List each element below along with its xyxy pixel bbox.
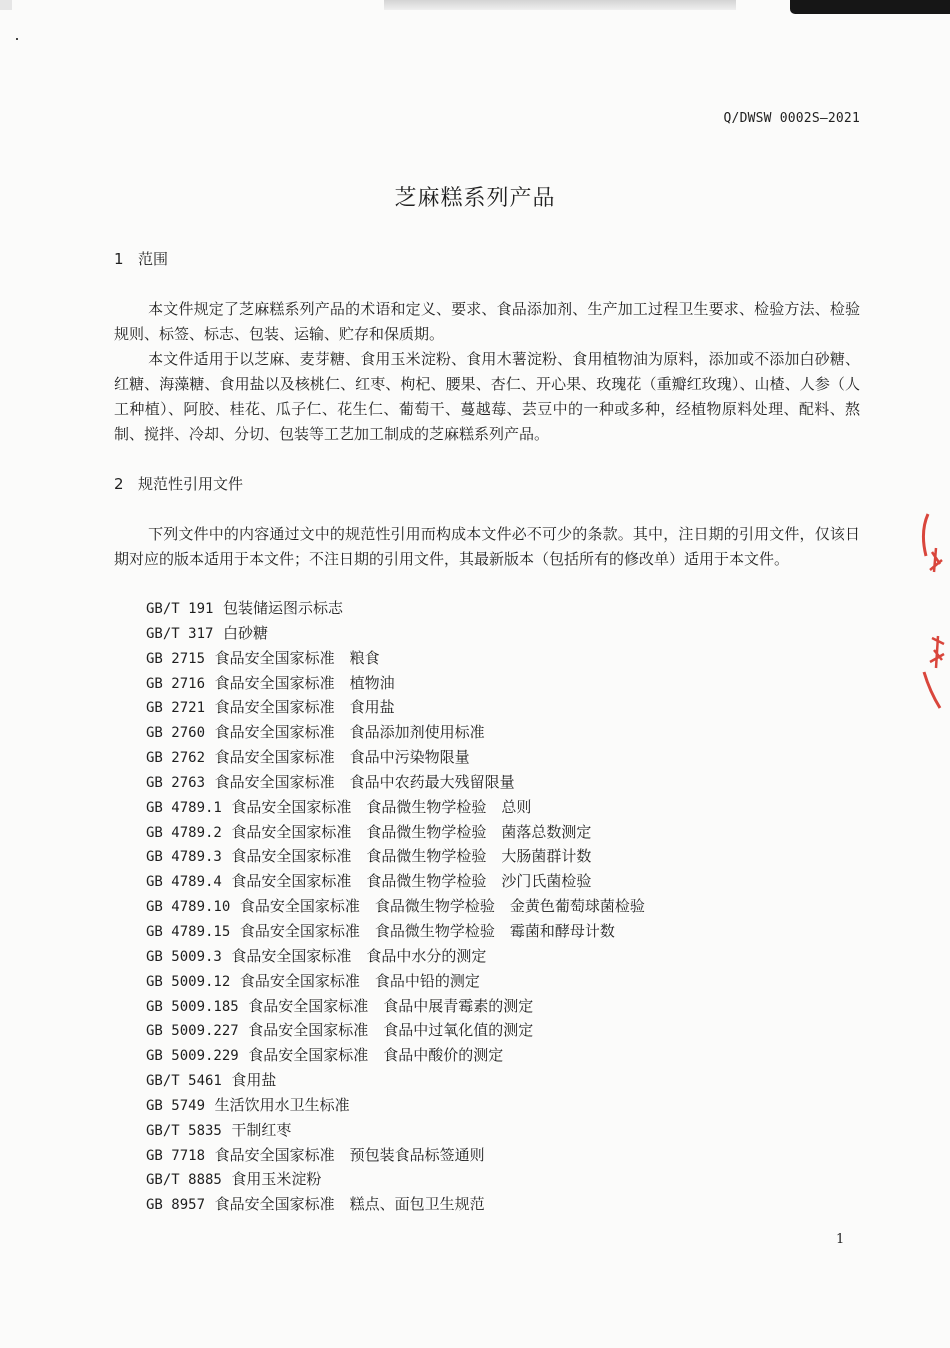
red-seal-stamp	[920, 512, 950, 712]
reference-item	[146, 894, 645, 919]
reference-item	[146, 994, 645, 1019]
reference-code: GB 5009.185	[146, 998, 239, 1015]
reference-item	[146, 646, 645, 671]
reference-title: 食品安全国家标准 食品中水分的测定	[231, 946, 487, 965]
reference-title: 食品安全国家标准 糕点、面包卫生规范	[214, 1195, 485, 1214]
reference-title: 食品安全国家标准 食品中污染物限量	[214, 748, 470, 767]
reference-title: 食品安全国家标准 食品中农药最大残留限量	[214, 772, 515, 791]
reference-code: GB 4789.3	[146, 849, 222, 866]
reference-title: 食品安全国家标准 食品微生物学检验 霉菌和酵母计数	[239, 921, 615, 940]
references-intro: 下列文件中的内容通过文中的规范性引用而构成本文件必不可少的条款。其中，注日期的引用文件，仅该日期对应的版本适用于本文件；不注日期的引用文件，其最新版本（包括所有的修改单）适用于本文件。	[114, 525, 860, 568]
reference-code: GB/T 8885	[146, 1172, 222, 1189]
reference-code: GB/T 317	[146, 625, 214, 642]
reference-item	[146, 795, 645, 820]
scan-shadow	[384, 0, 736, 10]
reference-title: 白砂糖	[222, 623, 268, 642]
reference-item	[146, 1118, 645, 1143]
reference-item	[146, 1068, 645, 1093]
reference-title: 食品安全国家标准 食品中铅的测定	[239, 971, 480, 990]
reference-item	[146, 671, 645, 696]
reference-code: GB 2763	[146, 774, 206, 791]
reference-title: 食品安全国家标准 食品微生物学检验 菌落总数测定	[231, 822, 592, 841]
scan-shadow	[0, 0, 12, 10]
reference-code: GB 5009.227	[146, 1023, 239, 1040]
section-number: 2	[114, 475, 124, 493]
reference-title: 食品安全国家标准 食品中展青霉素的测定	[248, 996, 534, 1015]
reference-title: 食品安全国家标准 食用盐	[214, 698, 395, 717]
page-number: 1	[836, 1232, 845, 1247]
reference-code: GB 5009.3	[146, 948, 222, 965]
reference-code: GB 4789.15	[146, 923, 231, 940]
reference-title: 食品安全国家标准 食品添加剂使用标准	[214, 723, 485, 742]
reference-title: 食品安全国家标准 食品中过氧化值的测定	[248, 1021, 534, 1040]
reference-item	[146, 1018, 645, 1043]
reference-title: 食品安全国家标准 预包装食品标签通则	[214, 1145, 485, 1164]
reference-item	[146, 869, 645, 894]
reference-item	[146, 1143, 645, 1168]
reference-item	[146, 1167, 645, 1192]
scope-paragraph-2: 本文件适用于以芝麻、麦芽糖、食用玉米淀粉、食用木薯淀粉、食用植物油为原料，添加或不添加白砂糖、红糖、海藻糖、食用盐以及核桃仁、红枣、枸杞、腰果、杏仁、开心果、玫瑰花（重瓣红玫瑰）、山楂、人参（人工种植）、阿胶、桂花、瓜子仁、花生仁、葡萄干、蔓越莓、芸豆中的一种或多种，经植物原料处理、配料、熬制、搅拌、冷却、分切、包装等工艺加工制成的芝麻糕系列产品。	[114, 350, 860, 443]
reference-item	[146, 770, 645, 795]
reference-title: 食品安全国家标准 食品微生物学检验 大肠菌群计数	[231, 847, 592, 866]
reference-code: GB/T 191	[146, 601, 214, 617]
scope-paragraph-1: 本文件规定了芝麻糕系列产品的术语和定义、要求、食品添加剂、生产加工过程卫生要求、检验方法、检验规则、标签、标志、包装、运输、贮存和保质期。	[114, 300, 860, 343]
reference-title: 食品安全国家标准 粮食	[214, 648, 380, 667]
reference-item	[146, 820, 645, 845]
reference-code: GB 4789.1	[146, 799, 222, 816]
reference-item	[146, 621, 645, 646]
reference-title: 食品安全国家标准 食品中酸价的测定	[248, 1046, 504, 1065]
section-title: 范围	[138, 250, 169, 268]
page-title: 芝麻糕系列产品	[394, 186, 556, 211]
reference-item	[146, 919, 645, 944]
reference-item	[146, 745, 645, 770]
reference-item	[146, 1093, 645, 1118]
reference-title: 食用盐	[231, 1071, 277, 1090]
reference-title: 食用玉米淀粉	[231, 1170, 322, 1189]
section-1-heading	[114, 248, 168, 269]
reference-title: 生活饮用水卫生标准	[214, 1095, 350, 1114]
reference-item	[146, 1043, 645, 1068]
reference-item	[146, 1192, 645, 1217]
reference-title: 食品安全国家标准 食品微生物学检验 金黄色葡萄球菌检验	[239, 897, 645, 916]
reference-code: GB 4789.4	[146, 874, 222, 891]
reference-code: GB 5749	[146, 1097, 206, 1114]
reference-item	[146, 695, 645, 720]
reference-code: GB 2716	[146, 675, 206, 692]
reference-code: GB 2760	[146, 725, 206, 742]
reference-code: GB/T 5461	[146, 1073, 222, 1090]
reference-title: 食品安全国家标准 食品微生物学检验 总则	[231, 797, 532, 816]
reference-item	[146, 944, 645, 969]
reference-code: GB 7718	[146, 1147, 206, 1164]
reference-code: GB 4789.10	[146, 899, 231, 916]
section-number: 1	[114, 250, 124, 268]
reference-title: 干制红枣	[231, 1120, 292, 1139]
reference-list	[146, 596, 645, 1217]
scan-shadow	[790, 0, 950, 14]
scan-speck	[16, 38, 18, 40]
section-title: 规范性引用文件	[138, 475, 244, 493]
reference-code: GB 4789.2	[146, 824, 222, 841]
reference-code: GB 2715	[146, 650, 206, 667]
reference-code: GB 8957	[146, 1197, 206, 1214]
standard-code: Q/DWSW 0002S—2021	[723, 111, 860, 126]
section-2-heading	[114, 473, 243, 494]
reference-title: 食品安全国家标准 植物油	[214, 673, 395, 692]
reference-code: GB 5009.229	[146, 1048, 239, 1065]
reference-item	[146, 969, 645, 994]
reference-item	[146, 596, 645, 621]
reference-item	[146, 844, 645, 869]
reference-code: GB 5009.12	[146, 973, 231, 990]
reference-code: GB 2762	[146, 750, 206, 767]
reference-title: 包装储运图示标志	[222, 599, 343, 617]
reference-title: 食品安全国家标准 食品微生物学检验 沙门氏菌检验	[231, 872, 592, 891]
reference-code: GB/T 5835	[146, 1122, 222, 1139]
reference-item	[146, 720, 645, 745]
reference-code: GB 2721	[146, 700, 206, 717]
